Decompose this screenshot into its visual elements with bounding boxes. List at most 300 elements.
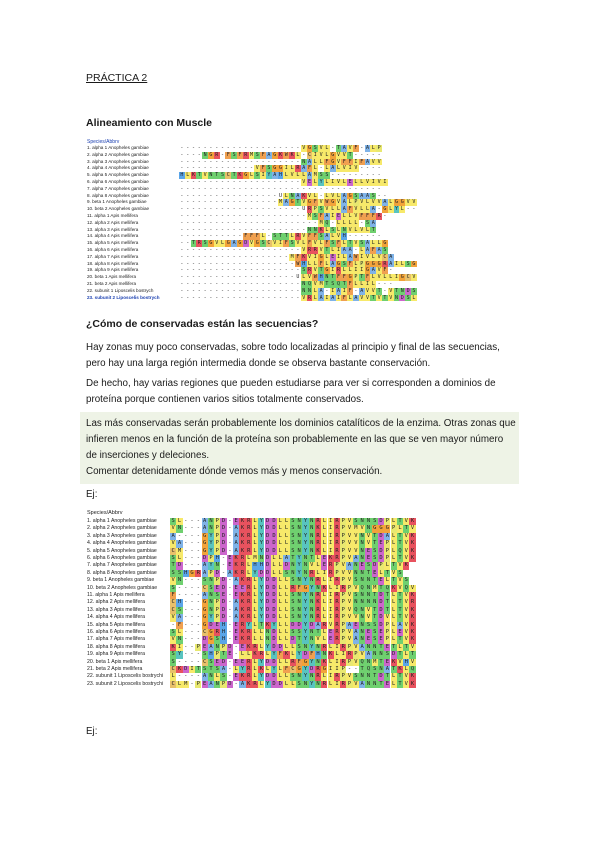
- residue-cell: A: [385, 532, 389, 539]
- residue-cell: -: [197, 253, 201, 260]
- residue-cell: G: [412, 260, 416, 267]
- residue-cell: K: [240, 547, 245, 554]
- residue-cell: L: [329, 658, 333, 665]
- residue-cell: N: [360, 532, 364, 539]
- residue-cell: N: [303, 569, 308, 576]
- residue-cell: -: [191, 165, 195, 172]
- residue-cell: K: [253, 651, 257, 658]
- residue-cell: -: [186, 165, 190, 172]
- residue-cell: G: [383, 206, 387, 213]
- residue-cell: G: [190, 569, 194, 576]
- residue-cell: G: [331, 151, 335, 158]
- residue-cell: V: [398, 577, 402, 584]
- residue-cell: -: [261, 213, 265, 219]
- residue-cell: N: [302, 287, 306, 294]
- residue-cell: L: [400, 260, 404, 267]
- residue-cell: -: [342, 185, 346, 192]
- residue-cell: N: [354, 599, 358, 606]
- residue-cell: T: [398, 606, 402, 613]
- residue-cell: V: [171, 614, 175, 621]
- residue-cell: A: [234, 540, 238, 547]
- residue-cell: A: [354, 636, 358, 643]
- residue-cell: -: [377, 206, 381, 213]
- residue-cell: A: [234, 614, 238, 621]
- residue-cell: N: [266, 636, 270, 643]
- residue-cell: -: [354, 185, 358, 192]
- residue-cell: Y: [247, 621, 251, 628]
- residue-cell: E: [228, 651, 232, 658]
- residue-cell: A: [371, 267, 375, 274]
- residue-cell: P: [385, 547, 389, 554]
- residue-cell: -: [232, 158, 236, 165]
- sequence-name: 10. beta 2 Anopheles gambiae: [87, 584, 158, 591]
- residue-cell: L: [313, 294, 317, 301]
- residue-cell: -: [267, 158, 271, 165]
- residue-cell: -: [296, 247, 300, 253]
- residue-cell: T: [392, 562, 396, 569]
- residue-cell: -: [226, 165, 230, 172]
- residue-cell: N: [342, 226, 346, 233]
- residue-cell: R: [335, 621, 339, 628]
- residue-cell: E: [336, 213, 340, 219]
- residue-cell: A: [221, 666, 226, 672]
- residue-cell: T: [392, 643, 396, 650]
- residue-cell: N: [259, 555, 263, 561]
- residue-cell: F: [342, 158, 346, 165]
- residue-cell: L: [400, 206, 404, 213]
- residue-cell: -: [261, 219, 265, 226]
- residue-cell: P: [215, 540, 219, 547]
- residue-cell: A: [203, 562, 207, 569]
- residue-cell: A: [347, 562, 352, 569]
- residue-cell: -: [215, 192, 219, 199]
- residue-cell: S: [366, 621, 371, 628]
- residue-cell: F: [348, 260, 352, 267]
- residue-cell: -: [284, 226, 288, 233]
- residue-cell: G: [278, 165, 282, 172]
- residue-cell: N: [310, 636, 314, 643]
- residue-cell: -: [220, 274, 224, 281]
- residue-cell: -: [228, 636, 232, 643]
- residue-cell: -: [267, 185, 271, 192]
- residue-cell: A: [354, 629, 358, 635]
- residue-cell: -: [273, 281, 277, 287]
- residue-cell: G: [385, 525, 389, 532]
- residue-cell: L: [322, 525, 326, 532]
- residue-cell: -: [184, 636, 188, 643]
- residue-cell: S: [171, 518, 175, 524]
- residue-cell: -: [290, 206, 294, 213]
- residue-cell: -: [209, 179, 213, 185]
- residue-cell: -: [255, 267, 259, 274]
- residue-cell: G: [209, 636, 213, 643]
- residue-cell: D: [272, 540, 276, 547]
- residue-cell: K: [240, 525, 245, 532]
- residue-cell: -: [180, 274, 184, 281]
- residue-cell: A: [336, 287, 340, 294]
- residue-cell: -: [278, 206, 282, 213]
- residue-cell: R: [247, 658, 251, 665]
- residue-cell: S: [171, 569, 175, 576]
- residue-cell: T: [373, 614, 377, 621]
- residue-cell: -: [220, 199, 224, 206]
- residue-cell: -: [209, 185, 213, 192]
- residue-cell: K: [322, 658, 326, 665]
- residue-cell: D: [379, 555, 383, 561]
- residue-cell: I: [354, 267, 358, 274]
- residue-cell: -: [215, 253, 219, 260]
- residue-cell: P: [215, 547, 219, 554]
- residue-cell: E: [348, 179, 352, 185]
- residue-cell: G: [322, 666, 326, 672]
- residue-cell: -: [255, 281, 259, 287]
- residue-cell: -: [371, 165, 375, 172]
- residue-cell: -: [203, 185, 207, 192]
- residue-cell: D: [379, 614, 383, 621]
- residue-cell: H: [302, 260, 306, 267]
- sequence-name: 14. alpha 4 Apis mellifera: [87, 614, 145, 621]
- residue-cell: F: [244, 233, 248, 240]
- residue-cell: S: [412, 287, 416, 294]
- residue-cell: N: [297, 577, 301, 584]
- residue-cell: S: [373, 518, 377, 524]
- residue-cell: V: [290, 172, 294, 179]
- residue-cell: D: [272, 629, 276, 635]
- residue-cell: U: [278, 192, 282, 199]
- residue-cell: -: [196, 651, 200, 658]
- residue-cell: A: [354, 555, 358, 561]
- residue-cell: P: [341, 599, 345, 606]
- residue-cell: G: [379, 525, 383, 532]
- residue-cell: -: [215, 206, 219, 213]
- residue-cell: V: [377, 267, 381, 274]
- residue-cell: E: [234, 592, 238, 598]
- residue-cell: H: [404, 658, 408, 665]
- residue-cell: I: [335, 584, 339, 591]
- residue-cell: F: [319, 213, 323, 219]
- residue-cell: -: [354, 172, 358, 179]
- residue-cell: Y: [303, 636, 308, 643]
- residue-cell: T: [373, 592, 377, 598]
- residue-cell: M: [319, 281, 323, 287]
- residue-cell: S: [371, 192, 375, 199]
- residue-cell: R: [240, 562, 245, 569]
- residue-cell: -: [221, 569, 226, 576]
- residue-cell: L: [392, 621, 396, 628]
- residue-cell: Y: [259, 658, 263, 665]
- residue-cell: -: [180, 233, 184, 240]
- residue-cell: -: [215, 287, 219, 294]
- residue-cell: N: [373, 643, 377, 650]
- residue-cell: K: [240, 629, 245, 635]
- residue-cell: G: [307, 145, 311, 151]
- residue-cell: -: [238, 199, 242, 206]
- residue-cell: -: [267, 219, 271, 226]
- residue-cell: R: [307, 267, 311, 274]
- residue-cell: V: [377, 158, 381, 165]
- sequence-name: 17. alpha 7 Apis mellifera: [87, 253, 139, 259]
- residue-cell: R: [316, 540, 320, 547]
- alignment-header: Species/Abbrv: [87, 139, 120, 145]
- residue-cell: D: [272, 658, 276, 665]
- residue-cell: -: [284, 219, 288, 226]
- residue-cell: G: [203, 621, 207, 628]
- residue-cell: I: [329, 592, 333, 598]
- residue-cell: I: [341, 651, 345, 658]
- residue-cell: F: [310, 651, 314, 658]
- residue-cell: D: [266, 577, 270, 584]
- residue-cell: -: [267, 260, 271, 267]
- residue-cell: R: [336, 267, 340, 274]
- residue-cell: R: [247, 636, 251, 643]
- residue-cell: -: [255, 206, 259, 213]
- residue-cell: L: [316, 562, 320, 569]
- residue-cell: -: [249, 158, 253, 165]
- residue-cell: T: [373, 606, 377, 613]
- residue-cell: -: [184, 518, 188, 524]
- residue-cell: -: [180, 179, 184, 185]
- residue-cell: H: [184, 569, 188, 576]
- residue-cell: Y: [259, 614, 263, 621]
- residue-cell: L: [278, 629, 282, 635]
- residue-cell: -: [302, 213, 306, 219]
- residue-cell: R: [329, 562, 333, 569]
- residue-cell: S: [291, 673, 295, 680]
- residue-cell: -: [220, 165, 224, 172]
- residue-cell: R: [240, 621, 245, 628]
- residue-cell: U: [302, 206, 306, 213]
- residue-cell: T: [373, 673, 377, 680]
- residue-cell: N: [209, 606, 213, 613]
- residue-cell: -: [184, 562, 188, 569]
- residue-cell: D: [272, 532, 276, 539]
- residue-cell: K: [410, 606, 415, 613]
- residue-cell: S: [291, 599, 295, 606]
- residue-cell: S: [342, 260, 346, 267]
- residue-cell: F: [348, 287, 352, 294]
- residue-cell: L: [392, 555, 396, 561]
- residue-cell: V: [341, 569, 345, 576]
- residue-cell: R: [247, 673, 251, 680]
- residue-cell: -: [215, 199, 219, 206]
- residue-cell: -: [186, 179, 190, 185]
- sequence-name: 9. beta 1 Anopheles gambiae: [87, 577, 155, 584]
- residue-cell: -: [191, 192, 195, 199]
- residue-cell: A: [360, 287, 364, 294]
- residue-cell: F: [360, 158, 364, 165]
- residue-cell: -: [249, 274, 253, 281]
- residue-cell: K: [410, 592, 415, 598]
- residue-cell: I: [329, 525, 333, 532]
- residue-cell: -: [273, 247, 277, 253]
- residue-cell: A: [365, 247, 369, 253]
- residue-cell: -: [184, 584, 188, 591]
- residue-cell: N: [360, 636, 364, 643]
- residue-cell: E: [385, 680, 389, 687]
- residue-cell: V: [336, 199, 340, 206]
- residue-cell: G: [209, 151, 213, 158]
- residue-cell: L: [177, 518, 182, 524]
- residue-cell: L: [322, 547, 326, 554]
- residue-cell: -: [221, 562, 226, 569]
- residue-cell: -: [203, 199, 207, 206]
- residue-cell: -: [234, 643, 238, 650]
- residue-cell: V: [319, 199, 323, 206]
- residue-cell: M: [313, 172, 317, 179]
- residue-cell: L: [278, 621, 282, 628]
- residue-cell: Y: [303, 518, 308, 524]
- residue-cell: D: [266, 518, 270, 524]
- residue-cell: -: [296, 267, 300, 274]
- residue-cell: K: [410, 518, 415, 524]
- residue-cell: -: [190, 636, 194, 643]
- residue-cell: -: [244, 253, 248, 260]
- residue-cell: T: [291, 555, 295, 561]
- residue-cell: T: [371, 226, 375, 233]
- residue-cell: R: [347, 651, 352, 658]
- residue-cell: V: [307, 253, 311, 260]
- residue-cell: S: [171, 584, 175, 591]
- residue-cell: D: [266, 592, 270, 598]
- residue-cell: -: [180, 247, 184, 253]
- residue-cell: -: [232, 226, 236, 233]
- residue-cell: L: [379, 569, 383, 576]
- residue-cell: D: [379, 606, 383, 613]
- residue-cell: -: [383, 281, 387, 287]
- residue-cell: -: [196, 658, 200, 665]
- residue-cell: -: [261, 185, 265, 192]
- residue-cell: -: [365, 185, 369, 192]
- residue-cell: L: [313, 287, 317, 294]
- residue-cell: Y: [267, 172, 271, 179]
- residue-cell: A: [331, 260, 335, 267]
- residue-cell: L: [272, 555, 276, 561]
- residue-cell: F: [360, 213, 364, 219]
- residue-cell: -: [228, 532, 232, 539]
- residue-cell: -: [203, 287, 207, 294]
- residue-cell: T: [221, 651, 226, 658]
- residue-cell: L: [389, 206, 393, 213]
- residue-cell: I: [284, 165, 288, 172]
- residue-cell: -: [215, 247, 219, 253]
- residue-cell: M: [319, 219, 323, 226]
- residue-cell: L: [259, 629, 263, 635]
- residue-cell: -: [220, 145, 224, 151]
- residue-cell: D: [272, 584, 276, 591]
- sequence-name: 23. subunit 2 Liposcelis bostrychi: [87, 680, 164, 687]
- residue-cell: -: [228, 673, 232, 680]
- residue-cell: -: [203, 158, 207, 165]
- residue-cell: -: [220, 151, 224, 158]
- residue-cell: L: [404, 666, 408, 672]
- residue-cell: -: [228, 599, 232, 606]
- highlighted-paragraph: Las más conservadas serán probablemente los dominios catalíticos de la enzima. Otras zonas que infieren menos en la función de la proteína son probablemente en las que se ven mayor número de inserciones y deleciones.: [86, 418, 516, 461]
- residue-cell: V: [336, 179, 340, 185]
- residue-cell: P: [385, 540, 389, 547]
- residue-cell: -: [249, 287, 253, 294]
- residue-cell: -: [191, 247, 195, 253]
- residue-cell: Q: [354, 606, 358, 613]
- residue-cell: -: [302, 185, 306, 192]
- residue-cell: -: [238, 274, 242, 281]
- sequence-name: 6. alpha 6 Anopheles gambiae: [87, 179, 149, 184]
- residue-cell: R: [215, 151, 219, 158]
- residue-cell: N: [360, 540, 364, 547]
- residue-cell: -: [255, 226, 259, 233]
- residue-cell: -: [184, 555, 188, 561]
- residue-cell: -: [215, 281, 219, 287]
- residue-cell: L: [335, 651, 339, 658]
- residue-cell: V: [354, 584, 358, 591]
- residue-cell: L: [291, 651, 295, 658]
- residue-cell: R: [316, 577, 320, 584]
- residue-cell: V: [410, 643, 415, 650]
- residue-cell: L: [253, 606, 257, 613]
- residue-cell: G: [325, 267, 329, 274]
- residue-cell: K: [410, 629, 415, 635]
- residue-cell: H: [221, 621, 226, 628]
- residue-cell: A: [228, 569, 232, 576]
- residue-cell: -: [197, 192, 201, 199]
- sequence-name: 21. beta 2 Apis mellifera: [87, 666, 143, 672]
- residue-cell: P: [347, 584, 352, 591]
- residue-cell: I: [278, 240, 282, 247]
- residue-cell: D: [297, 621, 301, 628]
- residue-cell: N: [379, 666, 383, 672]
- residue-cell: E: [215, 658, 219, 665]
- residue-cell: -: [203, 247, 207, 253]
- residue-cell: I: [354, 158, 358, 165]
- residue-cell: H: [221, 629, 226, 635]
- residue-cell: F: [354, 145, 358, 151]
- residue-cell: L: [278, 614, 282, 621]
- residue-cell: R: [291, 584, 295, 591]
- residue-cell: F: [226, 151, 230, 158]
- residue-cell: I: [336, 294, 340, 301]
- residue-cell: I: [331, 287, 335, 294]
- residue-cell: D: [379, 621, 383, 628]
- residue-cell: -: [249, 165, 253, 172]
- residue-cell: N: [215, 680, 219, 687]
- residue-cell: G: [303, 658, 308, 665]
- residue-cell: -: [228, 525, 232, 532]
- residue-cell: -: [215, 226, 219, 233]
- residue-cell: -: [232, 213, 236, 219]
- residue-cell: L: [342, 253, 346, 260]
- residue-cell: V: [404, 547, 408, 554]
- residue-cell: R: [307, 247, 311, 253]
- residue-cell: -: [261, 253, 265, 260]
- residue-cell: -: [226, 158, 230, 165]
- residue-cell: -: [203, 233, 207, 240]
- residue-cell: -: [238, 219, 242, 226]
- residue-cell: R: [296, 233, 300, 240]
- residue-cell: L: [186, 172, 190, 179]
- residue-cell: E: [366, 636, 371, 643]
- residue-cell: H: [215, 555, 219, 561]
- residue-cell: V: [171, 577, 175, 584]
- residue-cell: P: [341, 629, 345, 635]
- residue-cell: I: [329, 614, 333, 621]
- residue-cell: G: [365, 260, 369, 267]
- residue-cell: E: [379, 636, 383, 643]
- residue-cell: -: [347, 666, 352, 672]
- residue-cell: L: [392, 680, 396, 687]
- residue-cell: V: [410, 525, 415, 532]
- residue-cell: -: [197, 206, 201, 213]
- residue-cell: T: [383, 294, 387, 301]
- residue-cell: I: [394, 260, 398, 267]
